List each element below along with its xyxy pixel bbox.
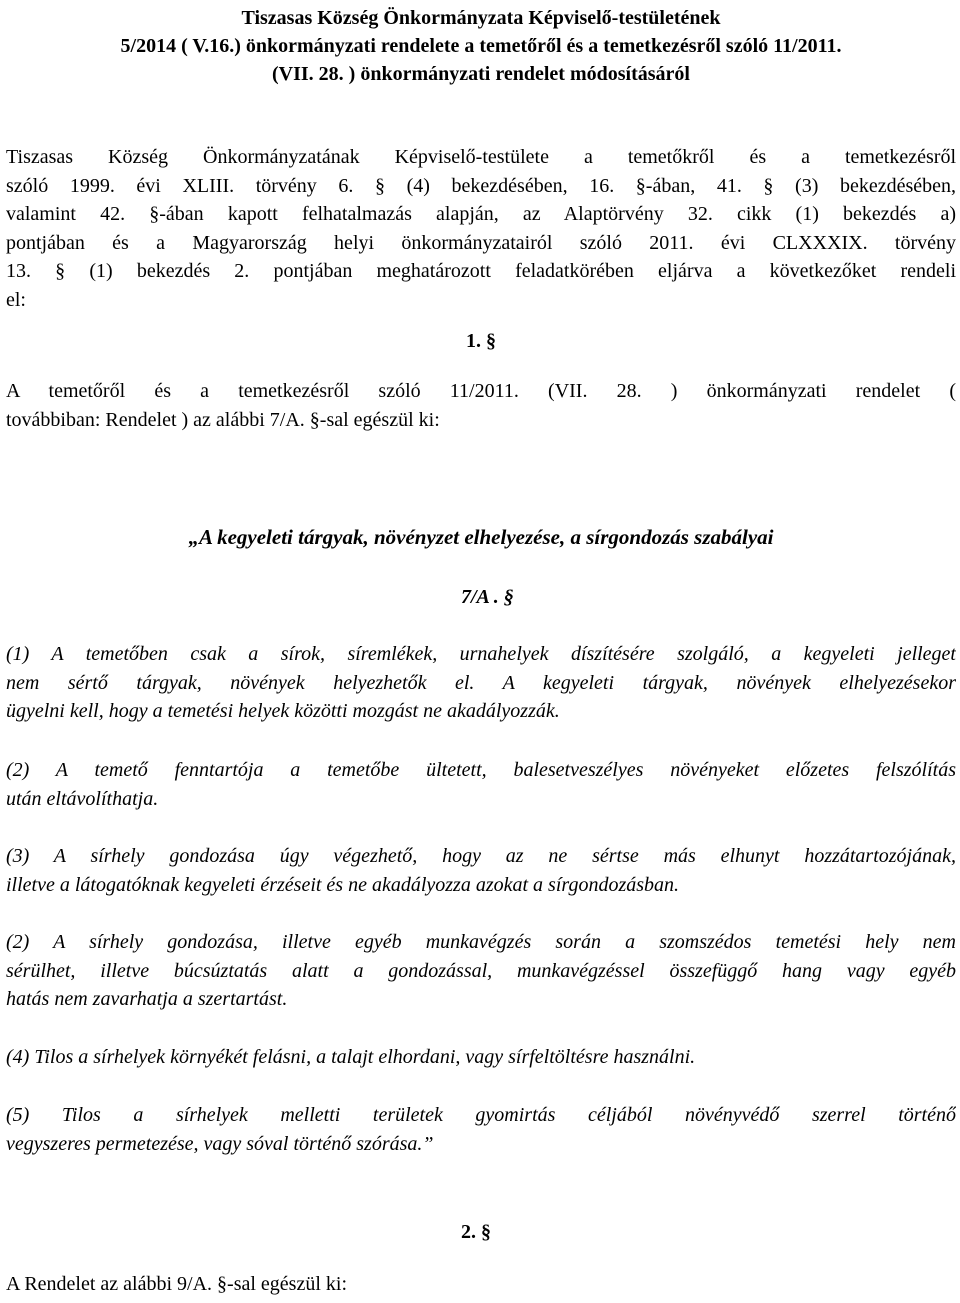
- paragraph-line: sérülhet, illetve búcsúztatás alatt a gondozással, munkavégzéssel összefüggő hang vagy egyéb: [6, 959, 956, 982]
- paragraph-line: (1) A temetőben csak a sírok, síremlékek, urnahelyek díszítésére szolgáló, a kegyeleti jelleget: [6, 643, 956, 665]
- paragraph-line: (4) Tilos a sírhelyek környékét felásni, a talajt elhordani, vagy sírfeltöltésre használni.: [6, 1046, 696, 1068]
- document-title: [6, 4, 956, 88]
- paragraph-3: [6, 842, 956, 899]
- article-1-number: 1. §: [466, 330, 496, 352]
- title-line-3: (VII. 28. ) önkormányzati rendelet módosításáról: [272, 63, 690, 85]
- paragraph-1: [6, 640, 956, 726]
- paragraph-line: (2) A sírhely gondozása, illetve egyéb munkavégzés során a szomszédos temetési hely nem: [6, 931, 956, 953]
- preamble-line: Tiszasas Község Önkormányzatának Képviselő-testülete a temetőkről és a temetkezésről: [6, 146, 956, 168]
- preamble: [6, 143, 956, 315]
- preamble-line: szóló 1999. évi XLIII. törvény 6. § (4) bekezdésében, 16. §-ában, 41. § (3) bekezdésében,: [6, 174, 956, 197]
- title-line-1: Tiszasas Község Önkormányzata Képviselő-testületének: [241, 7, 721, 29]
- preamble-line: pontjában és a Magyarország helyi önkormányzatairól szóló 2011. évi CLXXXIX. törvény: [6, 231, 956, 254]
- paragraph-6: [6, 1101, 956, 1158]
- paragraph-line: (2) A temető fenntartója a temetőbe ültetett, balesetveszélyes növényeket előzetes felszólítás: [6, 759, 956, 781]
- paragraph-line: ügyelni kell, hogy a temetési helyek közötti mozgást ne akadályozzák.: [6, 700, 560, 723]
- preamble-line: el:: [6, 288, 26, 311]
- preamble-line: 13. § (1) bekezdés 2. pontjában meghatározott feladatkörében eljárva a következőket rendeli: [6, 260, 956, 283]
- paragraph-4: [6, 928, 956, 1014]
- article-2-text: [6, 1270, 956, 1299]
- article-1-line: A temetőről és a temetkezésről szóló 11/2011. (VII. 28. ) önkormányzati rendelet (: [6, 380, 956, 402]
- paragraph-line: (3) A sírhely gondozása úgy végezhető, hogy az ne sértse más elhunyt hozzátartozójának,: [6, 845, 956, 867]
- paragraph-line: után eltávolíthatja.: [6, 787, 159, 810]
- article-2-line: A Rendelet az alábbi 9/A. §-sal egészül ki:: [6, 1273, 348, 1295]
- article-1-text: [6, 377, 956, 434]
- paragraph-line: vegyszeres permetezése, vagy sóval történő szórása.”: [6, 1132, 434, 1155]
- paragraph-line: hatás nem zavarhatja a szertartást.: [6, 988, 288, 1011]
- paragraph-line: illetve a látogatóknak kegyeleti érzéseit és ne akadályozza azokat a sírgondozásban.: [6, 873, 680, 896]
- article-1-line: továbbiban: Rendelet ) az alábbi 7/A. §-sal egészül ki:: [6, 408, 440, 431]
- preamble-line: valamint 42. §-ában kapott felhatalmazás alapján, az Alaptörvény 32. cikk (1) bekezdés a): [6, 203, 956, 226]
- paragraph-2: [6, 756, 956, 813]
- title-line-2: 5/2014 ( V.16.) önkormányzati rendelete a temetőről és a temetkezésről szóló 11/2011.: [120, 35, 842, 57]
- paragraph-line: nem sértő tárgyak, növények helyezhetők el. A kegyeleti tárgyak, növények elhelyezésekor: [6, 671, 956, 694]
- article-2-number: 2. §: [461, 1221, 491, 1243]
- paragraph-line: (5) Tilos a sírhelyek melletti területek gyomirtás céljából növényvédő szerrel történő: [6, 1104, 956, 1126]
- section-title: „A kegyeleti tárgyak, növényzet elhelyezése, a sírgondozás szabályai: [188, 525, 774, 549]
- section-number: 7/A . §: [461, 586, 514, 608]
- paragraph-5: [6, 1043, 956, 1072]
